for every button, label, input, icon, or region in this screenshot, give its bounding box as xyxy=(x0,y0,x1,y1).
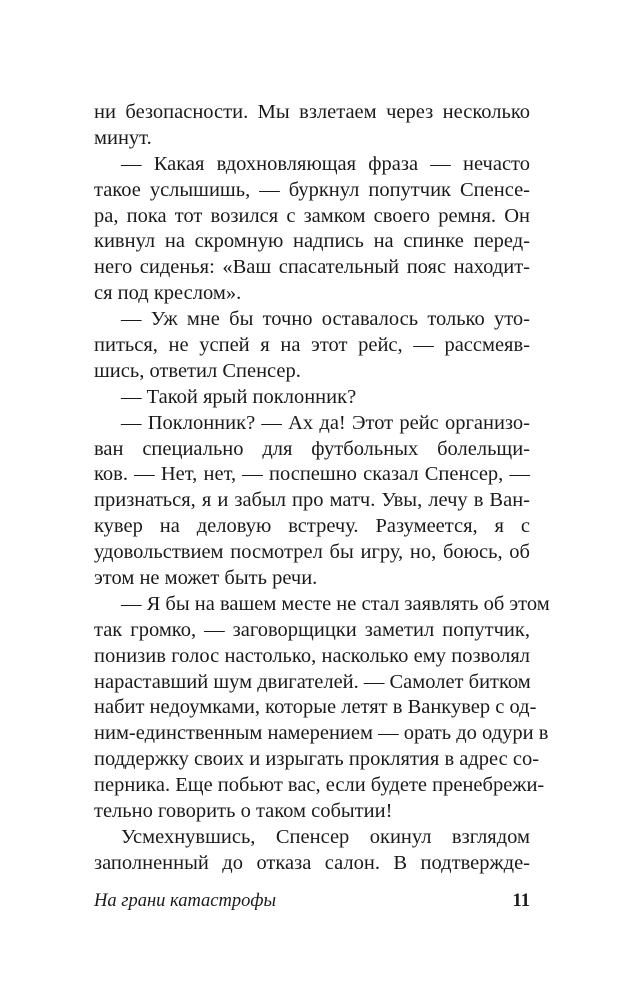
text-line: удовольствием посмотрел бы игру, но, боюсь, об xyxy=(94,541,530,564)
text-line: него сиденья: «Ваш спасательный пояс находит- xyxy=(94,256,530,279)
text-line: тельно говорить о таком событии! xyxy=(94,800,393,823)
text-line: ним-единственным намерением — орать до одури в xyxy=(94,722,549,745)
text-line: питься, не успей я на этот рейс, — рассмеяв- xyxy=(94,334,530,357)
text-line: шись, ответил Спенсер. xyxy=(94,359,301,382)
text-line: такое услышишь, — буркнул попутчик Спенсе- xyxy=(94,178,530,201)
text-line: ся под креслом». xyxy=(94,282,242,305)
text-line: — Какая вдохновляющая фраза — нечасто xyxy=(121,152,530,175)
page-number: 11 xyxy=(512,891,530,911)
text-line: — Я бы на вашем месте не стал заявлять об этом xyxy=(121,592,550,615)
running-title: На грани катастрофы xyxy=(94,891,277,911)
text-line: минут. xyxy=(94,126,152,149)
text-line: кувер на деловую встречу. Разумеется, я с xyxy=(94,515,530,538)
text-line: ван специально для футбольных болельщи- xyxy=(94,437,530,460)
text-line: — Такой ярый поклонник? xyxy=(121,385,357,408)
page-footer xyxy=(94,888,530,914)
text-line: понизив голос настолько, насколько ему позволял xyxy=(94,644,530,667)
text-line: набит недоумками, которые летят в Ванкувер с од- xyxy=(94,696,537,719)
body-text xyxy=(94,100,550,877)
text-line: — Уж мне бы точно оставалось только уто- xyxy=(121,308,530,331)
text-line: ра, пока тот возился с замком своего ремня. Он xyxy=(94,204,530,227)
text-line: кивнул на скромную надпись на спинке перед- xyxy=(94,230,530,253)
text-line: — Поклонник? — Ах да! Этот рейс организо- xyxy=(121,411,530,434)
text-line: признаться, я и забыл про матч. Увы, лечу в Ван- xyxy=(94,489,530,512)
text-line: перника. Еще побьют вас, если будете пренебрежи- xyxy=(94,774,545,797)
text-line: Усмехнувшись, Спенсер окинул взглядом xyxy=(121,825,530,848)
text-line: нараставший шум двигателей. — Самолет битком xyxy=(94,670,531,693)
text-line: поддержку своих и изрыгать проклятия в адрес со- xyxy=(94,748,540,771)
text-line: ков. — Нет, нет, — поспешно сказал Спенсер, — xyxy=(94,463,530,486)
text-line: заполненный до отказа салон. В подтвержде- xyxy=(94,851,530,874)
text-line: так громко, — заговорщицки заметил попутчик, xyxy=(94,618,530,641)
text-line: этом не может быть речи. xyxy=(94,567,318,590)
text-line: ни безопасности. Мы взлетаем через несколько xyxy=(94,101,530,123)
